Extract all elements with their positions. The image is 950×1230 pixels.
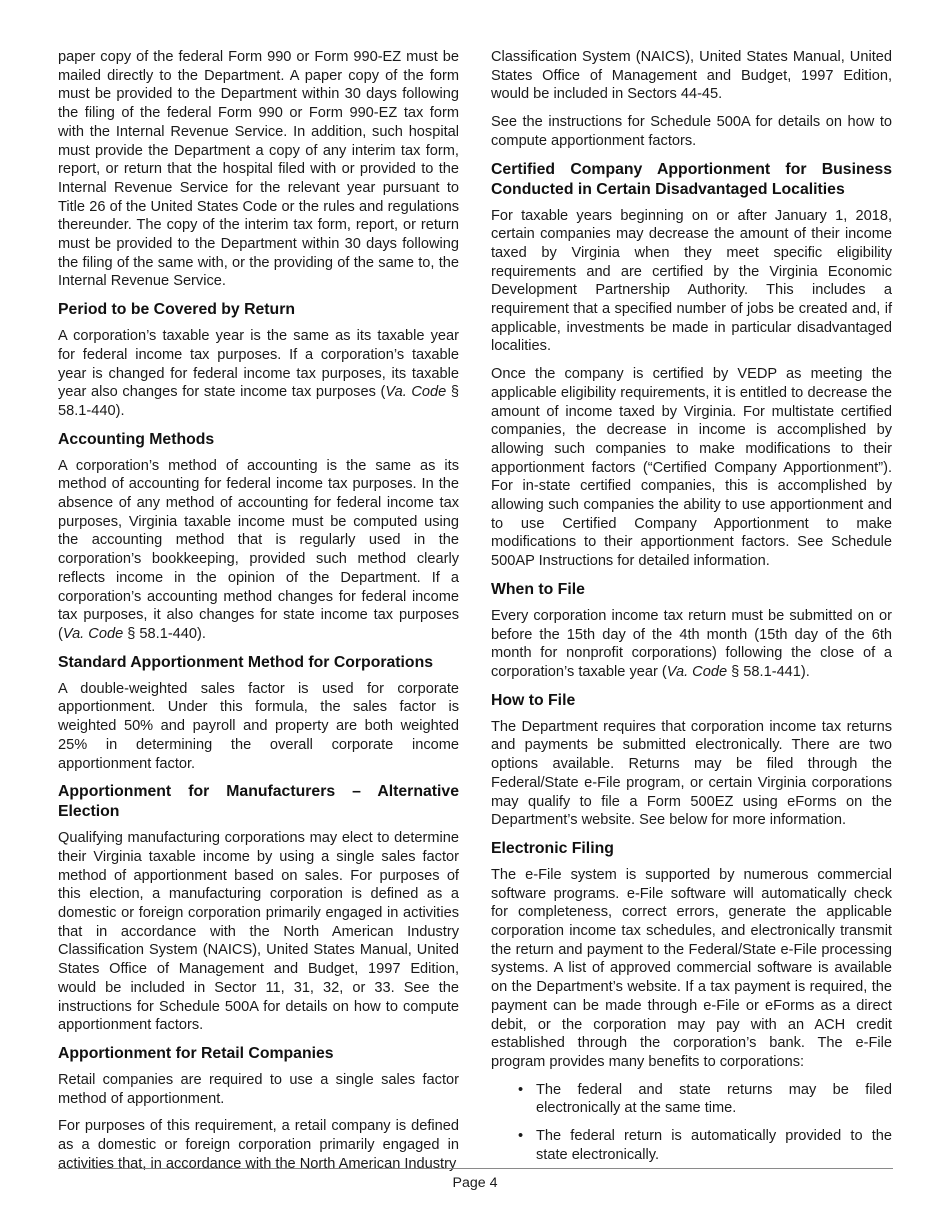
list-efile-benefits <box>491 1081 892 1165</box>
list-item-text: The federal return is automatically provided to the state electronically. <box>536 1128 892 1163</box>
heading-how-to-file: How to File <box>491 691 576 709</box>
page-footer-label: Page 4 <box>452 1175 498 1191</box>
heading-electronic-filing: Electronic Filing <box>491 839 614 857</box>
bullet-point-icon: • <box>518 1128 524 1145</box>
heading-period-to-be-covered-by-return: Period to be Covered by Return <box>58 301 295 319</box>
heading-apportionment-for-retail-companies: Apportionment for Retail Companies <box>58 1044 334 1062</box>
paragraph-see-instructions-schedule-500a: See the instructions for Schedule 500A for details on how to compute apportionment factors. <box>491 114 892 149</box>
paragraph-accounting-method <box>58 457 459 644</box>
va-code-citation-italic: Va. Code <box>385 384 447 401</box>
paragraph-taxable-year <box>58 327 459 421</box>
paragraph-taxable-years-2018-vedp-eligibility: For taxable years beginning on or after January 1, 2018, certain companies may decrease the amount of their income taxed by Virginia when they meet specific eligibility requirements and are certified by the Virginia Economic Development Partnership Authority. This includes a requirement that a specified number of jobs be created and, if applicable, investments be made in particular disadvantaged localities. <box>491 207 892 355</box>
paragraph-when-to-file-before: Every corporation income tax return must be submitted on or before the 15th day of the 4th month (15th day of the 6th month for nonprofit corporations) following the close of a corporation’s taxable year ( <box>491 607 892 680</box>
va-code-citation-italic: Va. Code <box>62 625 124 642</box>
paragraph-accounting-method-after: § 58.1-440). <box>123 625 206 642</box>
heading-when-to-file: When to File <box>491 580 585 598</box>
paragraph-once-certified-by-vedp: Once the company is certified by VEDP as meeting the applicable eligibility requirements, it is entitled to decrease the amount of income taxed by Virginia. For multistate certified companies, the decrease in income is accomplished by allowing such companies to make modifications to their apportionment factors (“Certified Company Apportionment”). For in-state certified companies, this is accomplished by allowing such companies the ability to use apportionment and to use Certified Company Apportionment to make modifications to their apportionment factors. See Schedule 500AP Instructions for detailed information. <box>491 366 892 570</box>
paragraph-how-to-file-electronic-options: The Department requires that corporation income tax returns and payments be submitted electronically. There are two options available. Returns may be filed through the Federal/State e-File program, or certain Virginia corporations may qualify to file a Form 500EZ using eForms on the Department’s website. See below for more information. <box>491 718 892 829</box>
paragraph-taxable-year-after: § 58.1-440). <box>58 384 460 419</box>
list-item <box>491 1127 892 1164</box>
list-item <box>491 1081 892 1118</box>
paragraph-efile-system-description: The e-File system is supported by numerous commercial software programs. e-File software will automatically check for completeness, correct errors, generate the applicable corporation income tax schedules, and electronically transmit the return and payment to the Federal/State e-File processing systems. A list of approved commercial software is available on the Department’s website. If a tax payment is required, the payment can be made through e-File or eForms as a direct debit, or the corporation may pay with an ACH credit established through the corporation’s bank. The e-File program provides many benefits to corporations: <box>491 866 892 1070</box>
left-column <box>58 48 460 1172</box>
paragraph-double-weighted-sales-factor: A double-weighted sales factor is used for corporate apportionment. Under this formula, the sales factor is weighted 50% and payroll and property are both weighted 25% in determining the overall corporate income apportionment factor. <box>58 680 459 772</box>
heading-certified-company-apportionment-disadvantaged-localities: Certified Company Apportionment for Business Conducted in Certain Disadvantaged Localities <box>491 160 892 198</box>
va-code-citation-italic: Va. Code <box>666 663 728 680</box>
heading-apportionment-for-manufacturers-alternative-election: Apportionment for Manufacturers – Alternative Election <box>58 783 459 821</box>
heading-accounting-methods: Accounting Methods <box>58 430 215 448</box>
paragraph-naics-sectors-44-45: Classification System (NAICS), United States Manual, United States Office of Management and Budget, 1997 Edition, would be included in Sectors 44-45. <box>491 49 892 103</box>
paragraph-when-to-file-due-dates <box>491 607 892 682</box>
paragraph-retail-companies-single-sales-factor: Retail companies are required to use a single sales factor method of apportionment. <box>58 1071 459 1107</box>
footer-divider <box>58 1168 893 1169</box>
paragraph-when-to-file-after: § 58.1-441). <box>727 663 810 680</box>
paragraph-qualifying-manufacturing-corporations: Qualifying manufacturing corporations may elect to determine their Virginia taxable income by using a single sales factor method of apportionment based on sales. For purposes of this election, a manufacturing corporation is defined as a domestic or foreign corporation primarily engaged in activities that in accordance with the North American Industry Classification System (NAICS), United States Manual, United States Office of Management and Budget, 1997 Edition, would be included in Sector 11, 31, 32, or 33. See the instructions for Schedule 500A for details on how to compute apportionment factors. <box>58 830 459 1034</box>
list-item-text: The federal and state returns may be filed electronically at the same time. <box>536 1081 892 1117</box>
right-column <box>491 48 892 1163</box>
paragraph-accounting-method-before: A corporation’s method of accounting is the same as its method of accounting for federal income tax purposes. In the absence of any method of accounting for federal income tax purposes, Virginia taxable income must be computed using the accounting method that is regularly used in the corporation’s bookkeeping, provided such method clearly reflects income in the opinion of the Department. If a corporation’s accounting method changes for federal income tax purposes, it also changes for state income tax purposes ( <box>58 457 459 642</box>
two-column-layout <box>58 48 893 1172</box>
bullet-point-icon: • <box>518 1081 524 1098</box>
heading-standard-apportionment-method-for-corporations: Standard Apportionment Method for Corporations <box>58 653 434 671</box>
paragraph-taxable-year-before: A corporation’s taxable year is the same as its taxable year for federal income tax purposes. If a corporation’s taxable year is changed for federal income tax purposes, its taxable year also changes for state income tax purposes ( <box>58 328 459 401</box>
paragraph-federal-form-990-copy: paper copy of the federal Form 990 or Form 990-EZ must be mailed directly to the Department. A paper copy of the form must be provided to the Department within 30 days following the filing of the federal Form 990 or Form 990-EZ tax form with the Internal Revenue Service. In addition, such hospital must provide the Department a copy of any interim tax form, report, or return that the hospital filed with or provided to the Internal Revenue Service for the relevant year pursuant to Title 26 of the United States Code or the rules and regulations thereunder. The copy of the interim tax form, report, or return must be provided to the Department within 30 days following the filing of the same with, or the providing of the same to, the Internal Revenue Service. <box>58 49 459 290</box>
paragraph-retail-company-definition: For purposes of this requirement, a retail company is defined as a domestic or foreign corporation primarily engaged in activities that, in accordance with the North American Industry <box>58 1118 459 1172</box>
